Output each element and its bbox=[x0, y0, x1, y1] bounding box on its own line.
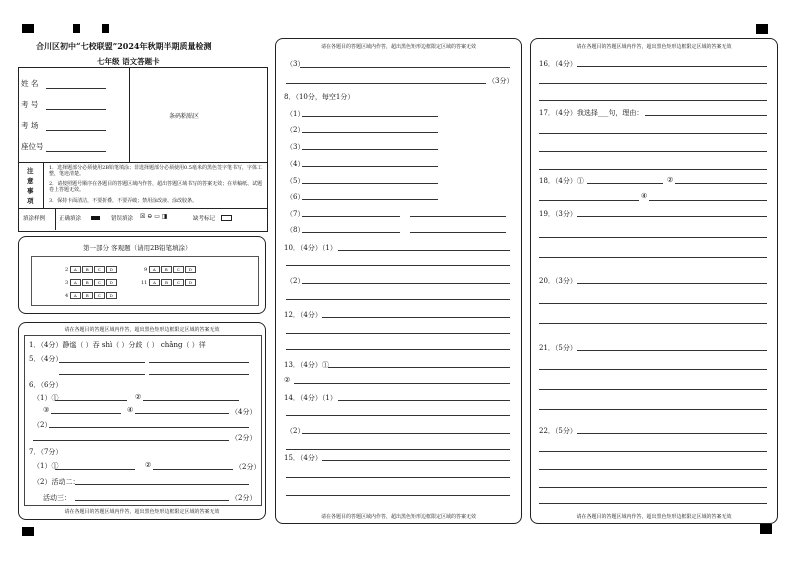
answer-line[interactable] bbox=[286, 449, 510, 450]
answer-line[interactable] bbox=[49, 427, 249, 428]
answer-line[interactable] bbox=[302, 216, 400, 217]
answer-section-2 bbox=[275, 38, 522, 524]
q6-1e-score: （4分） bbox=[231, 408, 257, 416]
answer-line[interactable] bbox=[149, 374, 249, 375]
exam-no-field[interactable] bbox=[46, 109, 106, 110]
answer-line[interactable] bbox=[55, 469, 135, 470]
timing-mark bbox=[102, 24, 109, 33]
option-b[interactable]: B bbox=[161, 266, 172, 273]
q20-label: 20．（3分） bbox=[539, 277, 577, 285]
q7-1b-label: ② bbox=[145, 461, 152, 469]
answer-line[interactable] bbox=[539, 503, 767, 504]
timing-mark bbox=[73, 24, 80, 33]
absent-label: 缺考标记 bbox=[193, 216, 216, 222]
answer-line[interactable] bbox=[539, 237, 767, 238]
q6-1b-label: ② bbox=[135, 393, 142, 401]
q7-1-label: （1）① bbox=[33, 462, 59, 470]
answer-line[interactable] bbox=[645, 115, 767, 116]
answer-line[interactable] bbox=[286, 495, 510, 496]
answer-line[interactable] bbox=[302, 232, 400, 233]
objective-row: 3 A B C D bbox=[65, 279, 118, 286]
answer-line[interactable] bbox=[286, 477, 510, 478]
answer-line[interactable] bbox=[587, 183, 663, 184]
q8-item-6: （6） bbox=[286, 193, 305, 201]
answer-line[interactable] bbox=[300, 67, 510, 68]
answer-line[interactable] bbox=[539, 303, 767, 304]
answer-line[interactable] bbox=[539, 133, 767, 134]
option-c[interactable]: C bbox=[173, 279, 184, 286]
answer-line[interactable] bbox=[302, 166, 438, 167]
answer-section-1 bbox=[18, 322, 266, 520]
name-field[interactable] bbox=[46, 88, 106, 89]
answer-line[interactable] bbox=[286, 349, 510, 350]
q3-score: （3分） bbox=[488, 77, 514, 85]
answer-line[interactable] bbox=[302, 199, 438, 200]
answer-line[interactable] bbox=[286, 333, 510, 334]
barcode-area: 条码粘贴区 bbox=[169, 113, 200, 120]
notes-item-1: 1．选择题部分必须使用2B铅笔填涂；非选择题部分必须使用0.5毫米的黑色签字笔书写，字体工整，笔迹清楚。 bbox=[49, 165, 262, 177]
option-a[interactable]: A bbox=[149, 266, 160, 273]
q6-1-label: （1）① bbox=[33, 394, 59, 402]
option-a[interactable]: A bbox=[149, 279, 160, 286]
room-field[interactable] bbox=[46, 130, 106, 131]
answer-line[interactable] bbox=[539, 169, 767, 170]
answer-line[interactable] bbox=[338, 400, 510, 401]
option-d[interactable]: D bbox=[185, 266, 196, 273]
answer-line[interactable] bbox=[539, 151, 767, 152]
q8-item-2: （2） bbox=[286, 126, 305, 134]
notice-top: 请在各题目的答题区域内作答，超出黑色矩形边框限定区域的答案无效 bbox=[320, 44, 476, 50]
answer-line[interactable] bbox=[577, 433, 767, 434]
q7-3e-score: （2分） bbox=[231, 494, 257, 502]
answer-line[interactable] bbox=[539, 323, 767, 324]
answer-line[interactable] bbox=[149, 362, 249, 363]
q14-2-label: （2） bbox=[286, 427, 305, 435]
objective-title: 第一部分 客观题（请用2B铅笔填涂） bbox=[83, 244, 192, 252]
notes-label: 注意事项 bbox=[27, 167, 34, 205]
answer-line[interactable] bbox=[75, 484, 249, 485]
answer-line[interactable] bbox=[322, 460, 510, 461]
answer-line[interactable] bbox=[302, 149, 438, 150]
q6-1d-label: ④ bbox=[127, 406, 134, 414]
answer-line[interactable] bbox=[539, 451, 767, 452]
timing-mark bbox=[22, 24, 34, 33]
answer-line[interactable] bbox=[302, 283, 510, 284]
answer-line[interactable] bbox=[539, 369, 767, 370]
q5-label: 5．（4分） bbox=[29, 355, 63, 363]
q6-label: 6．（6分） bbox=[29, 381, 63, 389]
q8-item-4: （4） bbox=[286, 160, 305, 168]
info-box bbox=[18, 67, 268, 232]
q21-label: 21．（5分） bbox=[539, 344, 577, 352]
answer-line[interactable] bbox=[539, 469, 767, 470]
answer-line[interactable] bbox=[410, 216, 506, 217]
exam-no-label: 考 号 bbox=[21, 100, 39, 109]
option-c[interactable]: C bbox=[94, 279, 105, 286]
option-d[interactable]: D bbox=[185, 279, 196, 286]
answer-line[interactable] bbox=[649, 200, 767, 201]
answer-line[interactable] bbox=[286, 299, 510, 300]
answer-line[interactable] bbox=[577, 283, 767, 284]
answer-line[interactable] bbox=[75, 500, 229, 501]
q7-1e-score: （2分） bbox=[235, 463, 261, 471]
answer-line[interactable] bbox=[539, 389, 767, 390]
option-d[interactable]: D bbox=[106, 279, 117, 286]
timing-mark bbox=[22, 527, 34, 536]
answer-line[interactable] bbox=[328, 367, 510, 368]
option-a[interactable]: A bbox=[70, 266, 81, 273]
objective-row: 4 A B C D bbox=[65, 292, 118, 299]
q18-label: 18．（4分）① bbox=[539, 177, 584, 185]
timing-mark bbox=[760, 524, 772, 534]
notice-bottom: 请在各题目的答题区域内作答，超出黑色矩形边框限定区域的答案无效 bbox=[576, 514, 732, 520]
answer-line[interactable] bbox=[59, 374, 145, 375]
answer-line[interactable] bbox=[539, 487, 767, 488]
answer-line[interactable] bbox=[302, 433, 510, 434]
q12-label: 12．（4分） bbox=[284, 311, 322, 319]
q8-item-5: （5） bbox=[286, 177, 305, 185]
answer-line[interactable] bbox=[135, 413, 229, 414]
answer-line[interactable] bbox=[539, 257, 767, 258]
answer-section-3 bbox=[530, 38, 778, 524]
name-label: 姓 名 bbox=[21, 79, 39, 88]
answer-line[interactable] bbox=[294, 383, 510, 384]
answer-line[interactable] bbox=[286, 83, 486, 84]
answer-line[interactable] bbox=[51, 413, 121, 414]
q8-item-8: （8） bbox=[286, 226, 305, 234]
q10-label: 10．（4分）（1） bbox=[284, 244, 337, 252]
answer-line[interactable] bbox=[286, 415, 510, 416]
q17-label: 17．（4分）我选择___句，理由： bbox=[539, 109, 644, 117]
q6-2e-score: （2分） bbox=[231, 434, 257, 442]
answer-line[interactable] bbox=[539, 409, 767, 410]
q15-label: 15．（4分） bbox=[284, 454, 322, 462]
answer-line[interactable] bbox=[539, 100, 767, 101]
objective-row: 2 A B C D bbox=[65, 266, 118, 273]
option-b[interactable]: B bbox=[82, 266, 93, 273]
q22-label: 22．（5分） bbox=[539, 427, 577, 435]
option-b[interactable]: B bbox=[161, 279, 172, 286]
q6-2-label: （2） bbox=[33, 421, 52, 429]
option-c[interactable]: C bbox=[94, 266, 105, 273]
option-a[interactable]: A bbox=[70, 292, 81, 299]
q8-item-3: （3） bbox=[286, 143, 305, 151]
answer-line[interactable] bbox=[322, 317, 510, 318]
timing-mark bbox=[756, 24, 768, 34]
answer-line[interactable] bbox=[55, 400, 127, 401]
page-title: 合川区初中“七校联盟”2024年秋期半期质量检测 bbox=[36, 41, 212, 51]
option-c[interactable]: C bbox=[94, 292, 105, 299]
fill-correct-sample bbox=[91, 216, 100, 220]
option-c[interactable]: C bbox=[173, 266, 184, 273]
option-b[interactable]: B bbox=[82, 292, 93, 299]
answer-line[interactable] bbox=[153, 469, 233, 470]
answer-line[interactable] bbox=[338, 250, 510, 251]
answer-line[interactable] bbox=[577, 66, 767, 67]
notice-bottom: 请在各题目的答题区域内作答，超出黑色矩形边框限定区域的答案无效 bbox=[64, 509, 220, 515]
page-subtitle: 七年级 语文答题卡 bbox=[97, 57, 160, 66]
answer-line[interactable] bbox=[577, 350, 767, 351]
answer-line[interactable] bbox=[33, 440, 229, 441]
answer-line[interactable] bbox=[577, 216, 767, 217]
q13-label: 13．（4分）① bbox=[284, 361, 329, 369]
q6-1c-label: ③ bbox=[43, 406, 50, 414]
q13-2-label: ② bbox=[284, 376, 291, 384]
seat-field[interactable] bbox=[46, 151, 106, 152]
answer-line[interactable] bbox=[302, 132, 438, 133]
q1-label: 1．（4分）静谧（ ）吞 shì（ ）分歧（ ） chǎng（ ）徉 bbox=[29, 341, 206, 349]
option-d[interactable]: D bbox=[106, 292, 117, 299]
q19-label: 19．（3分） bbox=[539, 210, 577, 218]
q10-2-label: （2） bbox=[286, 277, 305, 285]
option-a[interactable]: A bbox=[70, 279, 81, 286]
fill-sample-label: 填涂样例 bbox=[23, 216, 46, 222]
answer-line[interactable] bbox=[539, 83, 767, 84]
fill-correct-label: 正确填涂 bbox=[59, 216, 82, 222]
answer-line[interactable] bbox=[302, 183, 438, 184]
q16-label: 16．（4分） bbox=[539, 60, 577, 68]
q3-label: （3） bbox=[286, 60, 305, 68]
q8-item-1: （1） bbox=[286, 110, 305, 118]
notice-top: 请在各题目的答题区域内作答，超出黑色矩形边框限定区域的答案无效 bbox=[576, 44, 732, 50]
answer-line[interactable] bbox=[143, 400, 239, 401]
objective-row: 11 A B C D bbox=[141, 279, 197, 286]
answer-line[interactable] bbox=[302, 116, 438, 117]
q8-item-7: （7） bbox=[286, 210, 305, 218]
fill-wrong-label: 错误填涂 bbox=[111, 216, 134, 222]
q8-label: 8．（10分，每空1分） bbox=[284, 93, 355, 101]
answer-line[interactable] bbox=[539, 200, 639, 201]
q7-2-label: （2）活动二： bbox=[33, 478, 80, 486]
option-b[interactable]: B bbox=[82, 279, 93, 286]
notice-top: 请在各题目的答题区域内作答，超出黑色矩形边框限定区域的答案无效 bbox=[64, 327, 220, 333]
notes-item-2: 2．请按照题号顺序在各题目的答题区域内作答，超出答题区域书写的答案无效；在草稿纸、试题卷上答题无效。 bbox=[49, 181, 263, 193]
objective-row: 9 A B C D bbox=[144, 266, 197, 273]
seat-label: 座位号 bbox=[21, 142, 44, 151]
answer-line[interactable] bbox=[59, 362, 145, 363]
answer-line[interactable] bbox=[286, 265, 510, 266]
notes-item-3: 3．保持卡面清洁，不要折叠，不要弄破；禁用涂改液、涂改胶条。 bbox=[49, 198, 198, 204]
answer-line[interactable] bbox=[410, 232, 506, 233]
option-d[interactable]: D bbox=[106, 266, 117, 273]
absent-checkbox[interactable] bbox=[221, 215, 232, 221]
fill-wrong-sample: ☒ ⊖ ▭ ◨ bbox=[140, 213, 168, 220]
q7-3-label: 活动三： bbox=[43, 494, 71, 502]
answer-line[interactable] bbox=[675, 183, 767, 184]
q14-label: 14．（4分）（1） bbox=[284, 394, 337, 402]
objective-section bbox=[18, 236, 266, 314]
notice-bottom: 请在各题目的答题区域内作答，超出黑色矩形边框限定区域的答案无效 bbox=[320, 514, 476, 520]
q18b-label: ② bbox=[667, 176, 674, 184]
q7-label: 7．（7分） bbox=[29, 448, 63, 456]
room-label: 考 场 bbox=[21, 121, 39, 130]
q18d-label: ④ bbox=[641, 192, 648, 200]
